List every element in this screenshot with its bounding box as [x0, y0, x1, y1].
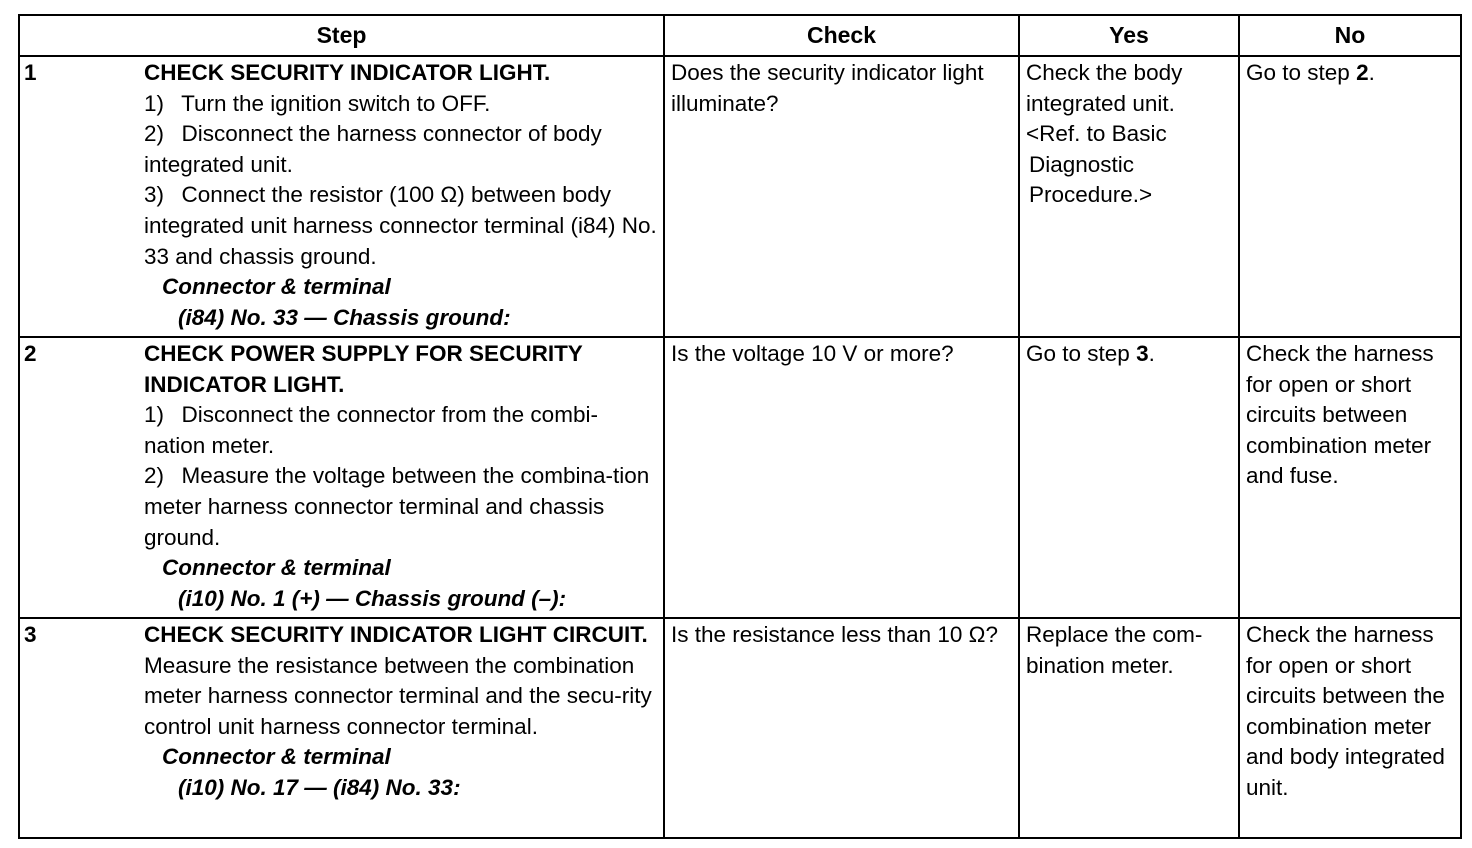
step-heading: CHECK SECURITY INDICATOR LIGHT. — [144, 60, 551, 85]
yes-cell — [1019, 56, 1239, 337]
check-cell: Is the voltage 10 V or more? — [664, 337, 1019, 618]
step-instruction: 1) Turn the ignition switch to OFF. — [144, 90, 491, 116]
no-step-ref: 2 — [1356, 60, 1369, 85]
table-row — [19, 337, 1461, 618]
step-text — [144, 58, 658, 333]
no-suffix: . — [1368, 60, 1375, 85]
step-cell — [19, 337, 664, 618]
table-row — [19, 56, 1461, 337]
yes-cell — [1019, 337, 1239, 618]
yes-text: Check the body integrated unit. — [1026, 60, 1183, 116]
step-number: 1 — [24, 60, 37, 85]
yes-text: Procedure.> — [1029, 182, 1153, 208]
header-yes: Yes — [1019, 15, 1239, 56]
step-number: 2 — [24, 341, 37, 366]
diagnostic-table — [18, 14, 1462, 839]
yes-step-ref: 3 — [1136, 341, 1149, 366]
table-row — [19, 618, 1461, 838]
connector-label: Connector & terminal — [162, 274, 391, 300]
step-text — [144, 339, 658, 614]
no-cell: Check the harness for open or short circuits between the combination meter and body integrated unit. — [1239, 618, 1461, 838]
header-row — [19, 15, 1461, 56]
header-step: Step — [19, 15, 664, 56]
step-cell — [19, 618, 664, 838]
connector-value: (i84) No. 33 — Chassis ground: — [178, 304, 511, 330]
step-text — [144, 620, 658, 804]
step-instruction: 3) Connect the resistor (100 Ω) between body integrated unit harness connector terminal (i84) No. 33 and chassis ground. — [144, 182, 657, 269]
no-text: Go to step — [1246, 60, 1357, 85]
connector-value: (i10) No. 1 (+) — Chassis ground (–): — [178, 585, 567, 611]
connector-label: Connector & terminal — [162, 744, 391, 770]
step-cell — [19, 56, 664, 337]
step-instruction: 2) Measure the voltage between the combina-tion meter harness connector terminal and chassis ground. — [144, 463, 650, 550]
step-heading: CHECK SECURITY INDICATOR LIGHT CIRCUIT. — [144, 622, 648, 647]
yes-cell: Replace the com-bination meter. — [1019, 618, 1239, 838]
step-number: 3 — [24, 622, 37, 647]
check-cell: Is the resistance less than 10 Ω? — [664, 618, 1019, 838]
step-instruction: Measure the resistance between the combination meter harness connector terminal and the secu-rity control unit harness connector terminal. — [144, 652, 652, 739]
step-heading: CHECK POWER SUPPLY FOR SECURITY INDICATOR LIGHT. — [144, 341, 583, 397]
no-cell: Check the harness for open or short circuits between combination meter and fuse. — [1239, 337, 1461, 618]
yes-suffix: . — [1148, 341, 1155, 366]
check-cell: Does the security indicator light illuminate? — [664, 56, 1019, 337]
yes-text: <Ref. to Basic — [1026, 121, 1167, 147]
step-instruction: 2) Disconnect the harness connector of body integrated unit. — [144, 121, 602, 177]
header-no: No — [1239, 15, 1461, 56]
header-check: Check — [664, 15, 1019, 56]
yes-text: Go to step — [1026, 341, 1137, 366]
yes-text: Diagnostic — [1029, 151, 1135, 177]
connector-label: Connector & terminal — [162, 555, 391, 581]
step-instruction: 1) Disconnect the connector from the combi-nation meter. — [144, 402, 598, 458]
connector-value: (i10) No. 17 — (i84) No. 33: — [178, 774, 461, 800]
no-cell — [1239, 56, 1461, 337]
